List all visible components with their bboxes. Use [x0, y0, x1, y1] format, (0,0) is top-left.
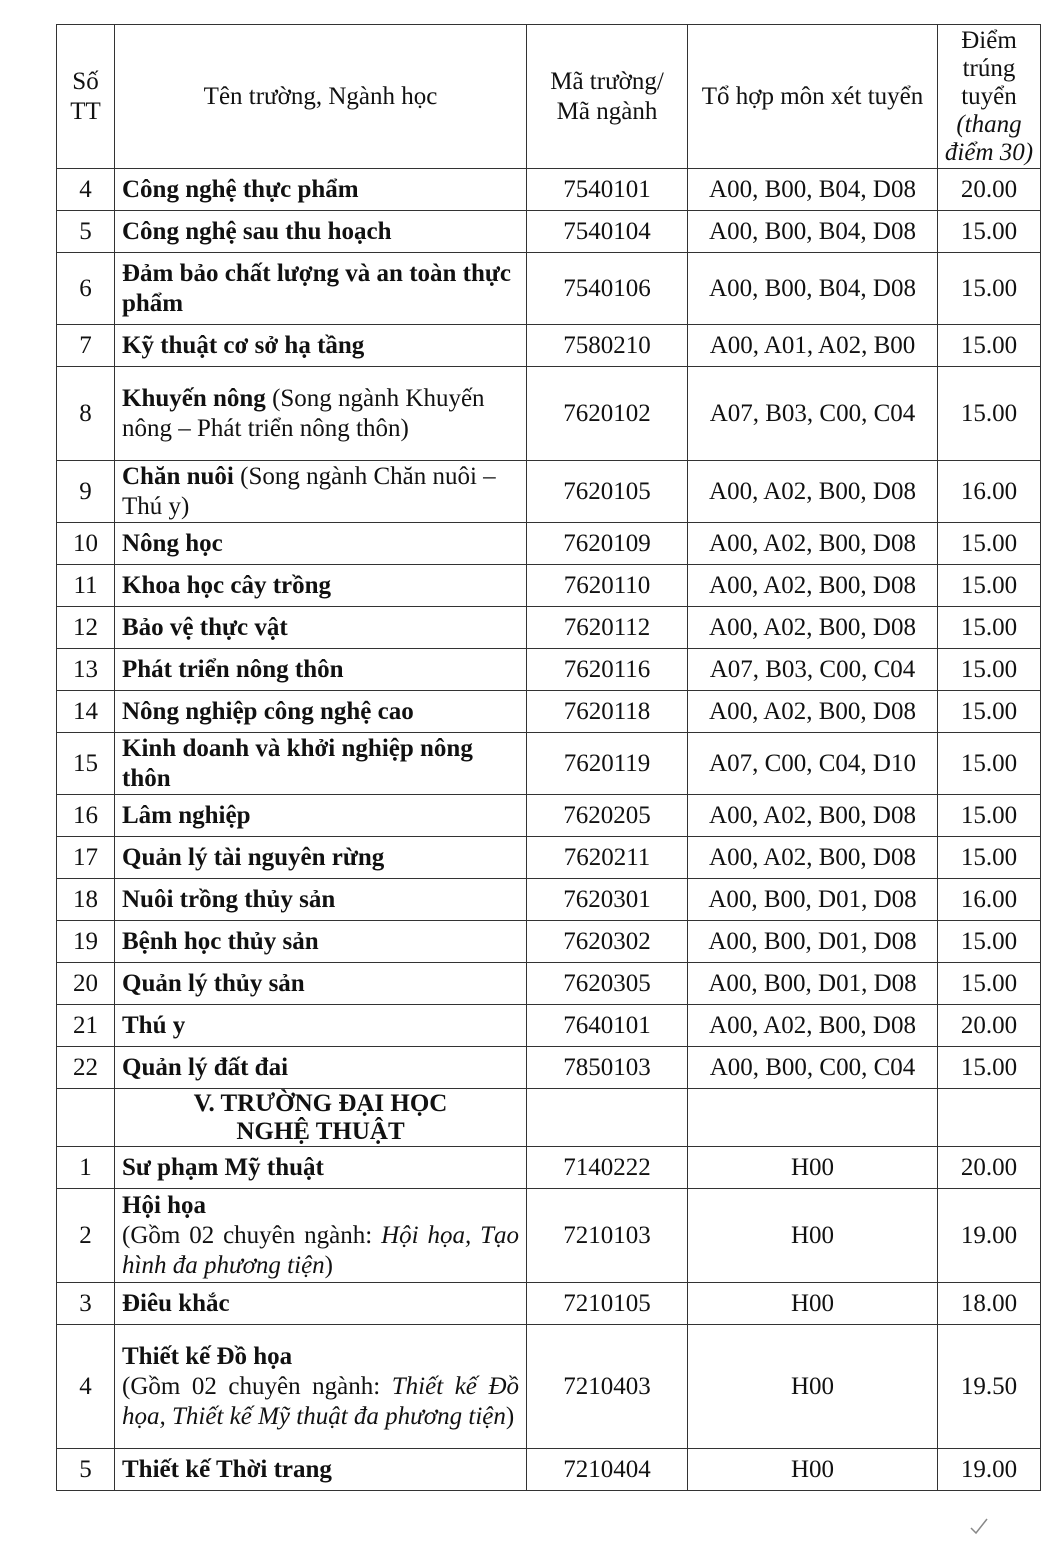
program-name-cell [115, 837, 527, 879]
program-name-cell [115, 649, 527, 691]
row-number: 22 [57, 1047, 115, 1089]
program-name: Kỹ thuật cơ sở hạ tầng [122, 331, 365, 359]
table-row [57, 733, 1041, 795]
header-score-title: Điểm trúng tuyển [961, 26, 1017, 110]
table-row [57, 879, 1041, 921]
row-number: 20 [57, 963, 115, 1005]
header-combo: Tổ hợp môn xét tuyển [688, 25, 938, 169]
table-row [57, 1147, 1041, 1189]
admission-score: 16.00 [938, 879, 1041, 921]
subject-combination: H00 [688, 1449, 938, 1491]
subject-combination: H00 [688, 1283, 938, 1325]
program-name-cell [115, 1147, 527, 1189]
row-number: 15 [57, 733, 115, 795]
program-note-prefix: (Gồm 02 chuyên ngành: [122, 1221, 382, 1249]
admission-scores-table [56, 24, 1041, 1491]
program-name: Chăn nuôi [122, 462, 234, 490]
program-name-cell [115, 879, 527, 921]
subject-combination: A00, A02, B00, D08 [688, 691, 938, 733]
subject-combination: H00 [688, 1147, 938, 1189]
admission-score: 15.00 [938, 211, 1041, 253]
program-name: Nông nghiệp công nghệ cao [122, 697, 414, 725]
program-name: Thú y [122, 1011, 186, 1039]
program-code: 7140222 [527, 1147, 688, 1189]
program-name-cell [115, 253, 527, 325]
row-number: 5 [57, 1449, 115, 1491]
program-code: 7620116 [527, 649, 688, 691]
header-row [57, 25, 1041, 169]
subject-combination: A00, B00, D01, D08 [688, 921, 938, 963]
row-number: 1 [57, 1147, 115, 1189]
subject-combination: H00 [688, 1189, 938, 1283]
program-name-cell [115, 461, 527, 523]
table-row [57, 367, 1041, 461]
program-specializations: Thiết kế Đồ họa, Thiết kế Mỹ thuật đa phương tiện [122, 1372, 520, 1430]
row-number: 21 [57, 1005, 115, 1047]
program-name: Điêu khắc [122, 1289, 230, 1317]
program-name-cell [115, 211, 527, 253]
program-name: Quản lý tài nguyên rừng [122, 843, 385, 871]
row-number: 18 [57, 879, 115, 921]
table-row [57, 1325, 1041, 1449]
admission-score: 16.00 [938, 461, 1041, 523]
program-name: Thiết kế Đồ họa [122, 1342, 293, 1370]
row-number: 8 [57, 367, 115, 461]
program-name: Khuyến nông [122, 384, 266, 412]
table-row [57, 921, 1041, 963]
admission-score: 15.00 [938, 367, 1041, 461]
admission-score: 19.50 [938, 1325, 1041, 1449]
section-title: V. TRƯỜNG ĐẠI HỌC NGHỆ THUẬT [115, 1089, 527, 1147]
table-row [57, 253, 1041, 325]
program-name: Công nghệ sau thu hoạch [122, 217, 392, 245]
row-number: 4 [57, 1325, 115, 1449]
row-number: 3 [57, 1283, 115, 1325]
row-number: 11 [57, 565, 115, 607]
row-number: 10 [57, 523, 115, 565]
program-code: 7620305 [527, 963, 688, 1005]
program-name-cell [115, 565, 527, 607]
program-code: 7620205 [527, 795, 688, 837]
subject-combination: A00, B00, C00, C04 [688, 1047, 938, 1089]
header-stt: Số TT [57, 25, 115, 169]
program-detail-block [122, 1221, 519, 1281]
table-row [57, 211, 1041, 253]
program-name: Nông học [122, 529, 223, 557]
program-name: Khoa học cây trồng [122, 571, 332, 599]
row-number: 2 [57, 1189, 115, 1283]
table-row [57, 649, 1041, 691]
subject-combination: A00, A02, B00, D08 [688, 837, 938, 879]
checkmark-icon [968, 1516, 990, 1538]
subject-combination: A00, A02, B00, D08 [688, 795, 938, 837]
admission-score: 15.00 [938, 837, 1041, 879]
subject-combination: A00, A02, B00, D08 [688, 1005, 938, 1047]
admission-score: 20.00 [938, 1005, 1041, 1047]
subject-combination: A00, B00, D01, D08 [688, 963, 938, 1005]
program-code: 7620109 [527, 523, 688, 565]
section-score-cell [938, 1089, 1041, 1147]
program-name-cell [115, 1449, 527, 1491]
row-number: 14 [57, 691, 115, 733]
admission-score: 15.00 [938, 733, 1041, 795]
header-code: Mã trường/ Mã ngành [527, 25, 688, 169]
program-detail-block [122, 1372, 519, 1432]
program-name: Quản lý đất đai [122, 1053, 289, 1081]
program-name-cell [115, 1283, 527, 1325]
program-name-cell [115, 691, 527, 733]
program-name-cell [115, 733, 527, 795]
program-code: 7620119 [527, 733, 688, 795]
admission-score: 15.00 [938, 253, 1041, 325]
table-row [57, 169, 1041, 211]
row-number: 6 [57, 253, 115, 325]
table-row [57, 1449, 1041, 1491]
program-name: Lâm nghiệp [122, 801, 251, 829]
program-code: 7850103 [527, 1047, 688, 1089]
admission-score: 15.00 [938, 325, 1041, 367]
admission-score: 15.00 [938, 963, 1041, 1005]
program-name-cell [115, 169, 527, 211]
subject-combination: H00 [688, 1325, 938, 1449]
admission-score: 15.00 [938, 1047, 1041, 1089]
table-row [57, 461, 1041, 523]
program-name: Sư phạm Mỹ thuật [122, 1153, 324, 1181]
program-name: Công nghệ thực phẩm [122, 175, 359, 203]
program-name: Thiết kế Thời trang [122, 1455, 332, 1483]
row-number: 9 [57, 461, 115, 523]
program-code: 7620110 [527, 565, 688, 607]
table-row [57, 1283, 1041, 1325]
program-code: 7210105 [527, 1283, 688, 1325]
program-note-prefix: (Gồm 02 chuyên ngành: [122, 1372, 392, 1400]
row-number: 5 [57, 211, 115, 253]
row-number: 17 [57, 837, 115, 879]
section-stt-cell [57, 1089, 115, 1147]
subject-combination: A07, B03, C00, C04 [688, 367, 938, 461]
row-number: 19 [57, 921, 115, 963]
table-row [57, 1189, 1041, 1283]
subject-combination: A07, C00, C04, D10 [688, 733, 938, 795]
admission-score: 19.00 [938, 1449, 1041, 1491]
program-name-cell [115, 1047, 527, 1089]
admission-score: 19.00 [938, 1189, 1041, 1283]
subject-combination: A00, A02, B00, D08 [688, 523, 938, 565]
program-name-cell [115, 1005, 527, 1047]
row-number: 13 [57, 649, 115, 691]
program-note-suffix: ) [324, 1251, 333, 1279]
program-name-cell [115, 325, 527, 367]
program-name: Bệnh học thủy sản [122, 927, 319, 955]
table-row [57, 607, 1041, 649]
admission-score: 15.00 [938, 691, 1041, 733]
row-number: 7 [57, 325, 115, 367]
program-name-cell [115, 607, 527, 649]
program-specializations: Hội họa, Tạo hình đa phương tiện [122, 1221, 520, 1279]
admission-score: 20.00 [938, 1147, 1041, 1189]
table-row [57, 795, 1041, 837]
program-name: Nuôi trồng thủy sản [122, 885, 336, 913]
subject-combination: A00, A02, B00, D08 [688, 607, 938, 649]
program-name: Phát triển nông thôn [122, 655, 344, 683]
header-score-note: (thang điểm 30) [944, 110, 1034, 166]
admission-score: 15.00 [938, 565, 1041, 607]
program-name-cell [115, 1325, 527, 1449]
table-row [57, 963, 1041, 1005]
program-code: 7620118 [527, 691, 688, 733]
table-row [57, 1005, 1041, 1047]
admission-score: 15.00 [938, 921, 1041, 963]
table-row [57, 691, 1041, 733]
subject-combination: A00, B00, B04, D08 [688, 211, 938, 253]
program-name: Đảm bảo chất lượng và an toàn thực phẩm [122, 259, 512, 317]
program-note: (Song ngành Khuyến nông – Phát triển nông thôn) [122, 384, 485, 442]
program-code: 7620301 [527, 879, 688, 921]
admission-score: 15.00 [938, 523, 1041, 565]
program-code: 7620302 [527, 921, 688, 963]
section-row [57, 1089, 1041, 1147]
section-combo-cell [688, 1089, 938, 1147]
subject-combination: A07, B03, C00, C04 [688, 649, 938, 691]
table-row [57, 523, 1041, 565]
header-name: Tên trường, Ngành học [115, 25, 527, 169]
admission-score: 15.00 [938, 607, 1041, 649]
subject-combination: A00, A02, B00, D08 [688, 461, 938, 523]
program-name-cell [115, 523, 527, 565]
program-code: 7620112 [527, 607, 688, 649]
program-name-cell [115, 921, 527, 963]
table-row [57, 565, 1041, 607]
program-name: Quản lý thủy sản [122, 969, 305, 997]
subject-combination: A00, B00, B04, D08 [688, 169, 938, 211]
program-name-cell [115, 1189, 527, 1283]
program-code: 7640101 [527, 1005, 688, 1047]
program-name: Kinh doanh và khởi nghiệp nông thôn [122, 734, 473, 792]
admission-score: 15.00 [938, 795, 1041, 837]
section-code-cell [527, 1089, 688, 1147]
table-row [57, 837, 1041, 879]
program-code: 7580210 [527, 325, 688, 367]
table-row [57, 1047, 1041, 1089]
row-number: 4 [57, 169, 115, 211]
subject-combination: A00, A01, A02, B00 [688, 325, 938, 367]
row-number: 12 [57, 607, 115, 649]
program-name-cell [115, 963, 527, 1005]
program-code: 7540106 [527, 253, 688, 325]
admission-score: 18.00 [938, 1283, 1041, 1325]
program-name: Hội họa [122, 1191, 207, 1219]
program-note: (Song ngành Chăn nuôi – Thú y) [122, 462, 496, 520]
program-code: 7620105 [527, 461, 688, 523]
header-score [938, 25, 1041, 169]
admission-score: 15.00 [938, 649, 1041, 691]
subject-combination: A00, A02, B00, D08 [688, 565, 938, 607]
admission-score: 20.00 [938, 169, 1041, 211]
program-code: 7620102 [527, 367, 688, 461]
program-note-suffix: ) [505, 1402, 515, 1430]
program-code: 7540101 [527, 169, 688, 211]
table-row [57, 325, 1041, 367]
program-name-cell [115, 367, 527, 461]
subject-combination: A00, B00, D01, D08 [688, 879, 938, 921]
program-code: 7210404 [527, 1449, 688, 1491]
program-code: 7210103 [527, 1189, 688, 1283]
program-name: Bảo vệ thực vật [122, 613, 288, 641]
program-code: 7540104 [527, 211, 688, 253]
program-code: 7210403 [527, 1325, 688, 1449]
program-name-cell [115, 795, 527, 837]
program-code: 7620211 [527, 837, 688, 879]
row-number: 16 [57, 795, 115, 837]
subject-combination: A00, B00, B04, D08 [688, 253, 938, 325]
